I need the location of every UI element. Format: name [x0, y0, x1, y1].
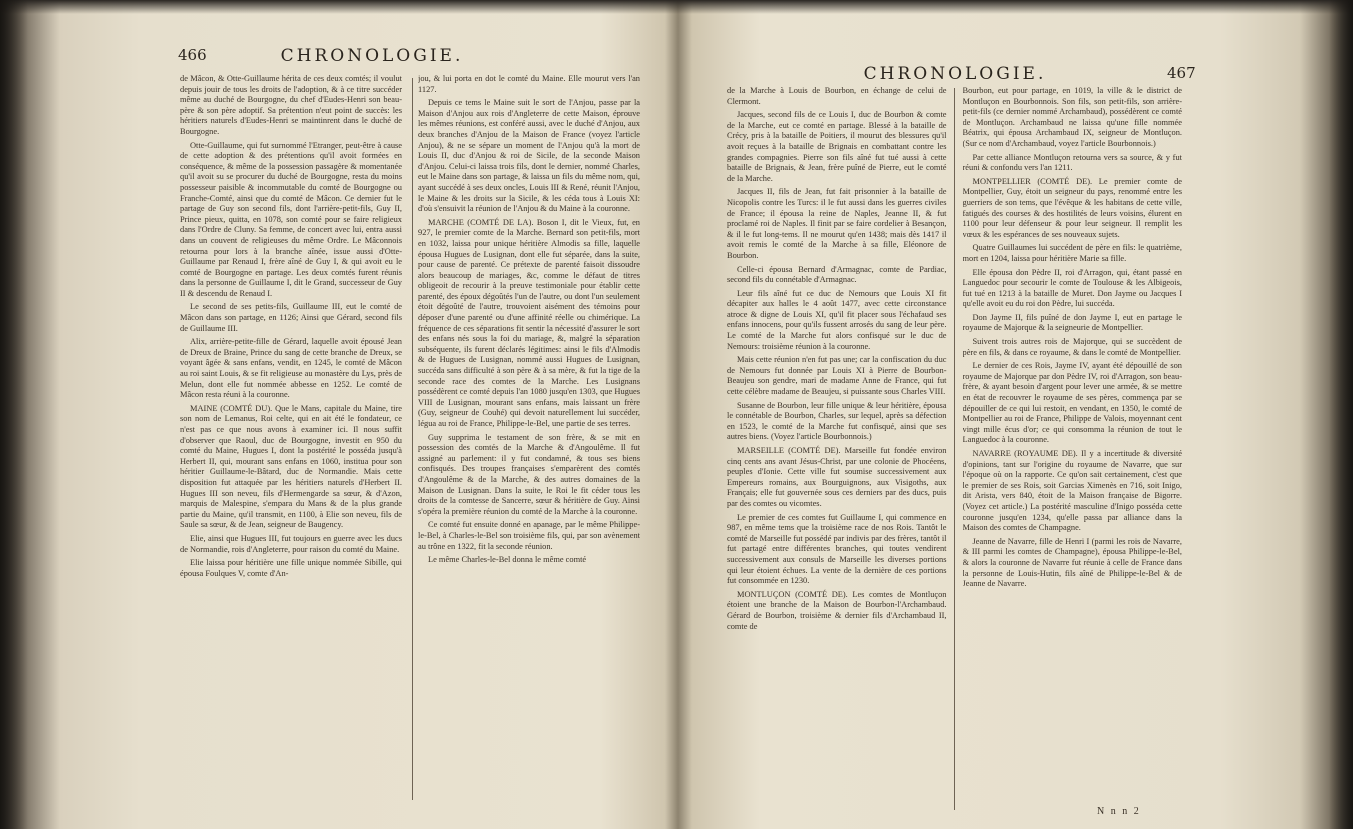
paragraph: jou, & lui porta en dot le comté du Maine. Elle mourut vers l'an 1127.: [418, 74, 640, 94]
paragraph: Alix, arrière-petite-fille de Gérard, laquelle avoit épousé Jean de Dreux de Braine, Prince du sang de cette branche de Dreux, se voyant âgée & sans enfans, vendit, en 1245, le comté de Mâcon au roi saint Louis, & se fit religieuse au monastère du Lys, près de Melun, dont elle fut nommée abbesse en 1252. Le comté de Mâcon resta réuni à la couronne.: [180, 337, 402, 400]
paragraph: MONTLUÇON (COMTÉ DE). Les comtes de Montluçon étoient une branche de la Maison de Bourbon-l'Archambaud. Gérard de Bourbon, troisième & dernier fils d'Archambaud II, comte de: [727, 589, 947, 631]
paragraph: Quatre Guillaumes lui succédent de père en fils: le quatrième, mort en 1204, laissa pour héritière Marie sa fille.: [962, 243, 1182, 263]
right-column-rule: [954, 88, 955, 810]
paragraph: Ce comté fut ensuite donné en apanage, par le même Philippe-le-Bel, à Charles-le-Bel son troisième fils, qui, par son avènement au trône en 1322, fit la seconde réunion.: [418, 520, 640, 551]
paragraph: MONTPELLIER (COMTÉ DE). Le premier comte de Montpellier, Guy, étoit un seigneur du pays, renommé entre les guerriers de son tems, que l'évêque & les habitans de cette ville, fatigués des courses & des hostilités de leurs voisins, élurent en 1100 pour leur défenseur & pour leur seigneur. Il remplit les vœux & les espérances de ses nouveaux sujets.: [962, 176, 1182, 239]
left-column-2: [418, 74, 640, 814]
paragraph: Le même Charles-le-Bel donna le même comté: [428, 555, 587, 565]
paragraph: MARCHE (COMTÉ DE LA). Boson I, dit le Vieux, fut, en 927, le premier comte de la Marche. Bernard son petit-fils, mort en 1032, laissa pour unique héritière Almodis sa fille, laquelle épousa Hugues de Lusignan, dont elle fut séparée, dans la suite, pour cause de parenté. Ce prétexte de parenté faisoit dissoudre alors beaucoup de mariages, &c, comme le défaut de titres obligeoit de recourir à la preuve testimoniale pour établir cette parenté, des époux dégoûtés l'un de l'autre, ou dont l'un seulement étoit dégoûté de l'autre, trouvoient aisément des témoins pour déposer d'une parenté ou d'une affinité réelle ou chimérique. La fréquence de ces séparations fit sentir la nécessité d'assurer le sort des enfans nés sous la foi du mariage, &, malgré la séparation subséquente, ils furent déclarés légitimes: ainsi le fils d'Almodis & de Hugues de Lusignan, nommé aussi Hugues de Lusignan, succéda sans difficulté à son père & à sa mère, & fut la tige de la seconde race des comtes de la Marche. Les Lusignans possédèrent ce comté depuis l'an 1080 jusqu'en 1303, que Hugues VIII de Lusignan, mourant sans enfans, mais laissant un frère (Guy, seigneur de Couhé) qui devoit naturellement lui succéder, légua au roi de France, Philippe-le-Bel, une partie de ses terres.: [418, 217, 640, 428]
right-page: [677, 0, 1353, 829]
paragraph: de Mâcon, & Otte-Guillaume hérita de ces deux comtés; il voulut depuis jouir de tous les droits de l'adoption, & à ce titre succéder même au duché de Bourgogne, du chef d'Eudes-Henri son beau-père & son père adoptif. Sa prétention n'eut point de succès: les héritiers naturels d'Eudes-Henri se maintinrent dans le duché de Bourgogne.: [180, 74, 402, 136]
signature-mark: N n n 2: [1097, 806, 1141, 817]
paragraph: NAVARRE (ROYAUME DE). Il y a incertitude & diversité d'opinions, tant sur l'origine du royaume de Navarre, que sur l'époque où on la rapporte. Ce qu'on sait certainement, c'est que le premier de ses Rois, soit Garcias Ximenès en 716, soit Inigo, dit Arista, vers 840, étoit de la Maison française de Bigorre. (Voyez cet article.) La postérité masculine d'Inigo posséda cette couronne jusqu'en 1234, qu'elle passa par alliance dans la Maison des comtes de Champagne.: [962, 449, 1182, 533]
paragraph: Par cette alliance Montluçon retourna vers sa source, & y fut réuni & confondu vers l'an 1211.: [962, 152, 1182, 173]
paragraph: Jeanne de Navarre, fille de Henri I (parmi les rois de Navarre, & III parmi les comtes de Champagne), épousa Philippe-le-Bel, & alors la couronne de Navarre fut réunie à celle de France dans la personne de Louis-Hutin, fils aîné de Philippe-le-Bel & de Jeanne de Navarre.: [962, 536, 1182, 589]
paragraph: de la Marche à Louis de Bourbon, en échange de celui de Clermont.: [727, 86, 947, 106]
paragraph: Susanne de Bourbon, leur fille unique & leur héritière, épousa le connétable de Bourbon, Charles, sur lequel, après sa défection en 1523, le comté de la Marche fut confisqué, ainsi que ses autres biens. (Voyez l'article Bourbonnois.): [727, 400, 947, 442]
paragraph: Le dernier de ces Rois, Jayme IV, ayant été dépouillé de son royaume de Majorque par don Pèdre IV, roi d'Arragon, son beau-frère, & ayant besoin d'argent pour lever une armée, & se mettre en état de recouvrer le royaume de ses pères, commença par se dépouiller de ce qui lui restoit, en vendant, en 1350, le comté de Montpellier au roi de France, Philippe de Valois, moyennant cent vingt mille écus d'or; ce qui consomma la réunion de tout le Languedoc à la couronne.: [962, 361, 1182, 445]
right-header-title: CHRONOLOGIE.: [863, 64, 1047, 84]
paragraph: Le second de ses petits-fils, Guillaume III, eut le comté de Mâcon dans son partage, en 1126; Ainsi que Gérard, second fils de Guillaume III.: [180, 302, 402, 333]
paragraph: Depuis ce tems le Maine suit le sort de l'Anjou, passe par la Maison d'Anjou aux rois d'Angleterre de cette Maison, éprouve les mêmes réunions, est conféré aussi, avec le duché d'Anjou, aux deux branches d'Anjou de la Maison de France (voyez l'article Anjou), & ne se sépare un moment de l'Anjou qu'à la mort de Louis II, duc d'Anjou & roi de Sicile, de la seconde Maison d'Anjou. Celui-ci laissa trois fils, dont le dernier, nommé Charles, eut le Maine dans son partage, & laissa un fils du même nom, qui, ayant succédé à ses deux oncles, Louis III & René, réunit l'Anjou, le Maine & les droits sur la Sicile, & les céda tous à Louis XI: d'où s'ensuivit la réunion de l'Anjou & du Maine à la couronne.: [418, 98, 640, 214]
right-edge-shadow: [1329, 0, 1353, 829]
paragraph: Mais cette réunion n'en fut pas une; car la confiscation du duc de Nemours fut donnée par Louis XI à Pierre de Bourbon-Beaujeu son gendre, mari de madame Anne de France, qui fut cette célèbre madame de Beaujeu, si puissante sous Charles VIII.: [727, 355, 947, 397]
left-columns: [180, 74, 640, 814]
right-page-number: 467: [1167, 64, 1196, 82]
left-header-title: CHRONOLOGIE.: [280, 46, 464, 66]
paragraph: Elie laissa pour héritière une fille unique nommée Sibille, qui épousa Foulques V, comte d'An-: [180, 558, 402, 578]
paragraph: Guy supprima le testament de son frère, & se mit en possession des comtés de la Marche & d'Angoulême. Il fut assigné au parlement: il y fut condamné, & tous ses biens confisqués. Des troupes françaises s'emparèrent des comtés d'Angoulême & de la Marche, & des autres domaines de la Maison de Lusignan. Dans la suite, le Roi le fit céder tous les droits de la comtesse de Sancerre, sœur & héritière de Guy. Ainsi s'opéra la première réunion du comté de la Marche à la couronne.: [418, 432, 640, 516]
paragraph: Bourbon, eut pour partage, en 1019, la ville & le district de Montluçon en Bourbonnois. Son fils, son petit-fils, son arrière-petit-fils (ce dernier nommé Archambaud), possédèrent ce comté de Montluçon. Archambaud ne laissa qu'une fille nommée Béatrix, qui épousa Archambaud IX, seigneur de Montluçon. (Sur ce nom d'Archambaud, voyez l'article Bourbonnois.): [962, 86, 1182, 148]
left-column-rule: [412, 78, 413, 800]
paragraph: Elie, ainsi que Hugues III, fut toujours en guerre avec les ducs de Normandie, rois d'Angleterre, pour raison du comté du Maine.: [180, 533, 402, 554]
paragraph: Suivent trois autres rois de Majorque, qui se succèdent de père en fils, & dans ce royaume, & dans le comté de Montpellier.: [962, 337, 1182, 357]
right-column-2: [963, 86, 1183, 816]
left-page-number: 466: [178, 46, 207, 64]
paragraph: Celle-ci épousa Bernard d'Armagnac, comte de Pardiac, second fils du connétable d'Armagnac.: [727, 264, 947, 285]
paragraph: Le premier de ces comtes fut Guillaume I, qui commence en 987, en même tems que la troisième race de nos Rois. Tantôt le comté de Marseille fut possédé par indivis par des frères, tantôt il fut partagé entre différentes branches, qui toutes vendirent successivement aux consuls de Marseille les diverses portions qui leur étoient échues. La vente de la dernière de ces portions fut consommée en 1230.: [727, 512, 947, 586]
paragraph: Leur fils aîné fut ce duc de Nemours que Louis XI fit décapiter aux halles le 4 août 1477, avec cette circonstance atroce & digne de Louis XI, qu'il fit placer sous l'échafaud ses enfans innocens, pour qu'ils fussent arrosés du sang de leur père. Le comté de la Marche fut alors confisqué sur le duc de Nemours: troisième réunion à la couronne.: [727, 288, 947, 351]
paragraph: Elle épousa don Pèdre II, roi d'Arragon, qui, étant passé en Languedoc pour secourir le comte de Toulouse & les Albigeois, fut tué en 1213 à la bataille de Muret. Don Jayme ou Jacques I qu'elle avoit eu du roi don Pèdre, lui succéda.: [962, 267, 1182, 309]
left-column-1: [180, 74, 402, 814]
paragraph: MARSEILLE (COMTÉ DE). Marseille fut fondée environ cinq cents ans avant Jésus-Christ, par une colonie de Phocéens, peuples d'Ionie. Cette ville fut soumise successivement aux Empereurs romains, aux Bourguignons, aux Visigoths, aux Français; elle fut gouvernée sous ces derniers par des ducs, puis par des comtes ou vicomtes.: [727, 446, 947, 508]
paragraph: Otte-Guillaume, qui fut surnommé l'Etranger, peut-être à cause de cette adoption & des prétentions qu'il avoit formées en conséquence, & même de la possession passagère & momentanée qu'il avoit su se procurer du duché de Bourgogne, resta du moins possesseur paisible & incommutable du comté de Bourgogne ou Franche-Comté, ainsi que du comté de Mâcon. Ce dernier fut le partage de Guy son second fils, dont l'arrière-petit-fils, Guy II, Prince pieux, quitta, en 1078, son comté pour se faire religieux dans l'Ordre de Cluny. Sa femme, de concert avec lui, entra aussi dans un couvent de religieuses du même Ordre. Le Mâconnois retourna pour lors à la branche aînée, issue aussi d'Otte-Guillaume par Renaud I, frère aîné de Guy I, & qui avoit eu le comté de Bourgogne en partage. Les deux comtés furent réunis dans la personne de Guillaume I, dit le Grand, successeur de Guy II & descendu de Renaud I.: [180, 140, 402, 298]
paragraph: Don Jayme II, fils puîné de don Jayme I, eut en partage le royaume de Majorque & la seigneurie de Montpellier.: [962, 312, 1182, 333]
paragraph: MAINE (COMTÉ DU). Que le Mans, capitale du Maine, tire son nom de Lemanus, Roi celte, qui en ait été le fondateur, ce n'est pas ce que nous avons à examiner ici. Il nous suffit d'observer que Raoul, duc de Bourgogne, investit en 950 du comté du Maine, Hugues I, dont la postérité le posséda jusqu'à Herbert II, qui, mourant sans enfans en 1060, institua pour son héritier Guillaume-le-Bâtard, duc de Normandie. Mais cette disposition fut attaquée par les héritiers naturels d'Herbert II. Hugues III son neveu, fils d'Hermengarde sa sœur, & d'Azon, marquis de Malespine, s'empara du Mans & de la plus grande partie du Maine, qu'il transmit, en 1100, à Elie son neveu, fils de Saule sa sœur, & de Jean, seigneur de Baugency.: [180, 403, 402, 530]
right-column-1: [727, 86, 947, 816]
paragraph: Jacques, second fils de ce Louis I, duc de Bourbon & comte de la Marche, eut ce comté en partage. Blessé à la bataille de Crécy, pris à la bataille de Poitiers, il mourut des blessures qu'il avoit reçues à la bataille de Brignais en combattant contre les grandes compagnies. Pierre son fils aîné fut tué aussi à cette bataille de Brignais, & Jean, frère puîné de Pierre, eut le comté de la Marche.: [727, 110, 947, 183]
paragraph: Jacques II, fils de Jean, fut fait prisonnier à la bataille de Nicopolis contre les Turcs: il le fut aussi dans les guerres civiles de France; il épousa la reine de Naples, Jeanne II, & fut proclamé roi de Naples. Il finit par se faire cordelier à Besançon, & il le fut long-tems. Il ne mourut qu'en 1438; mais dès 1417 il avoit remis le comté de la Marche à sa fille, Eléonore de Bourbon.: [727, 187, 947, 260]
left-page: [0, 0, 676, 829]
left-edge-shadow: [0, 0, 28, 829]
